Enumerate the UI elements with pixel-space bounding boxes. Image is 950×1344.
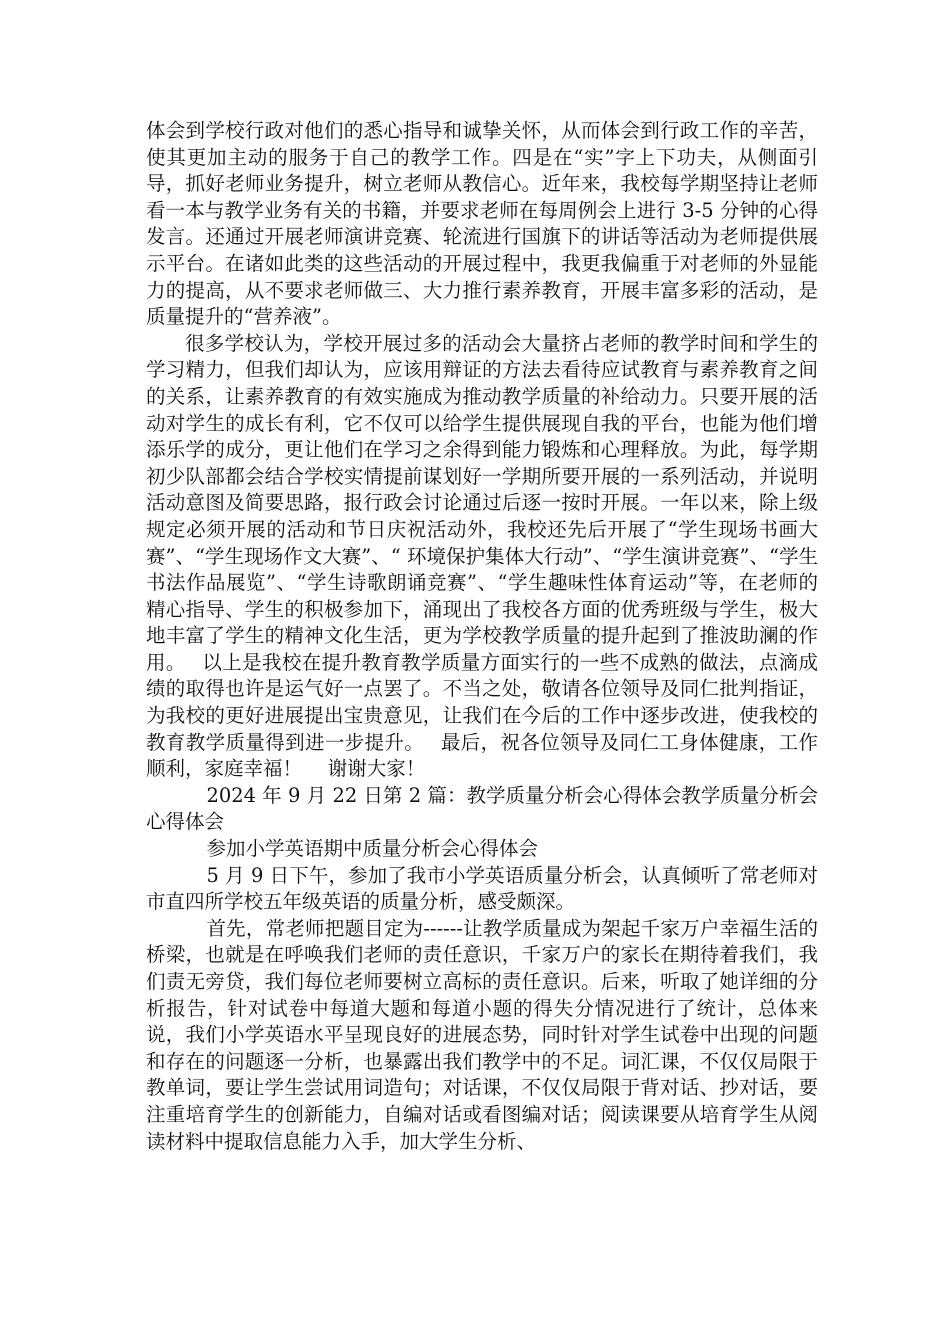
article-title: 参加小学英语期中质量分析会心得体会 [206, 837, 538, 861]
paragraph-2: 很多学校认为，学校开展过多的活动会大量挤占老师的教学时间和学生的学习精力，但我们却认为，应该用辩证的方法去看待应试教育与素养教育之间的关系，让素养教育的有效实施成为推动教学质量的补给动力。只要开展的活动对学生的成长有利，它不仅可以给学生提供展现自我的平台，也能为他们增添乐学的成分，更让他们在学习之余得到能力锻炼和心理释放。为此，每学期初少队部都会结合学校实情提前谋划好一学期所要开展的一系列活动，并说明活动意图及简要思路，报行政会讨论通过后逐一按时开展。一年以来，除上级规定必须开展的活动和节日庆祝活动外，我校还先后开展了“学生现场书画大赛”、“学生现场作文大赛”、“ 环境保护集体大行动”、“学生演讲竞赛”、“学生书法作品展览”、“学生诗歌朗诵竞赛”、“学生趣味性体育运动”等，在老师的精心指导、学生的积极参加下，涌现出了我校各方面的优秀班级与学生，极大地丰富了学生的精神文化生活，更为学校教学质量的提升起到了推波助澜的作用。 以上是我校在提升教育教学质量方面实行的一些不成熟的做法，点滴成绩的取得也许是运气好一点罢了。不当之处，敬请各位领导及同仁批判指证，为我校的更好进展提出宝贵意见，让我们在今后的工作中逐步改进，使我校的教育教学质量得到进一步提升。 最后，祝各位领导及同仁工身体健康，工作顺利，家庭幸福！ 谢谢大家！ [146, 331, 818, 781]
paragraph-1: 体会到学校行政对他们的悉心指导和诚挚关怀，从而体会到行政工作的辛苦，使其更加主动的服务于自己的教学工作。四是在“实”字上下功夫，从侧面引导，抓好老师业务提升，树立老师从教信心。近年来，我校每学期坚持让老师看一本与教学业务有关的书籍，并要求老师在每周例会上进行 3-5 分钟的心得发言。还通过开展老师演讲竞赛、轮流进行国旗下的讲话等活动为老师提供展示平台。在诸如此类的这些活动的开展过程中，我更我偏重于对老师的外显能力的提高，从不要求老师做三、大力推行素养教育，开展丰富多彩的活动，是质量提升的“营养液”。 [146, 119, 818, 329]
paragraph-3: 5 月 9 日下午，参加了我市小学英语质量分析会，认真倾听了常老师对市直四所学校五年级英语的质量分析，感受颇深。 [146, 863, 818, 914]
paragraph-date-heading: 2024 年 9 月 22 日第 2 篇：教学质量分析会心得体会教学质量分析会心得体会 [146, 783, 818, 834]
paragraph-4: 首先，常老师把题目定为------让教学质量成为架起千家万户幸福生活的桥梁，也就是在呼唤我们老师的责任意识，千家万户的家长在期待着我们，我们责无旁贷，我们每位老师要树立高标的责任意识。后来，听取了她详细的分析报告，针对试卷中每道大题和每道小题的得失分情况进行了统计，总体来说，我们小学英语水平呈现良好的进展态势，同时针对学生试卷中出现的问题和存在的问题逐一分析，也暴露出我们教学中的不足。词汇课，不仅仅局限于教单词，要让学生尝试用词造句；对话课，不仅仅局限于背对话、抄对话，要注重培育学生的创新能力，自编对话或看图编对话；阅读课要从培育学生从阅读材料中提取信息能力入手，加大学生分析、 [146, 916, 818, 1153]
document-page [146, 118, 818, 1155]
